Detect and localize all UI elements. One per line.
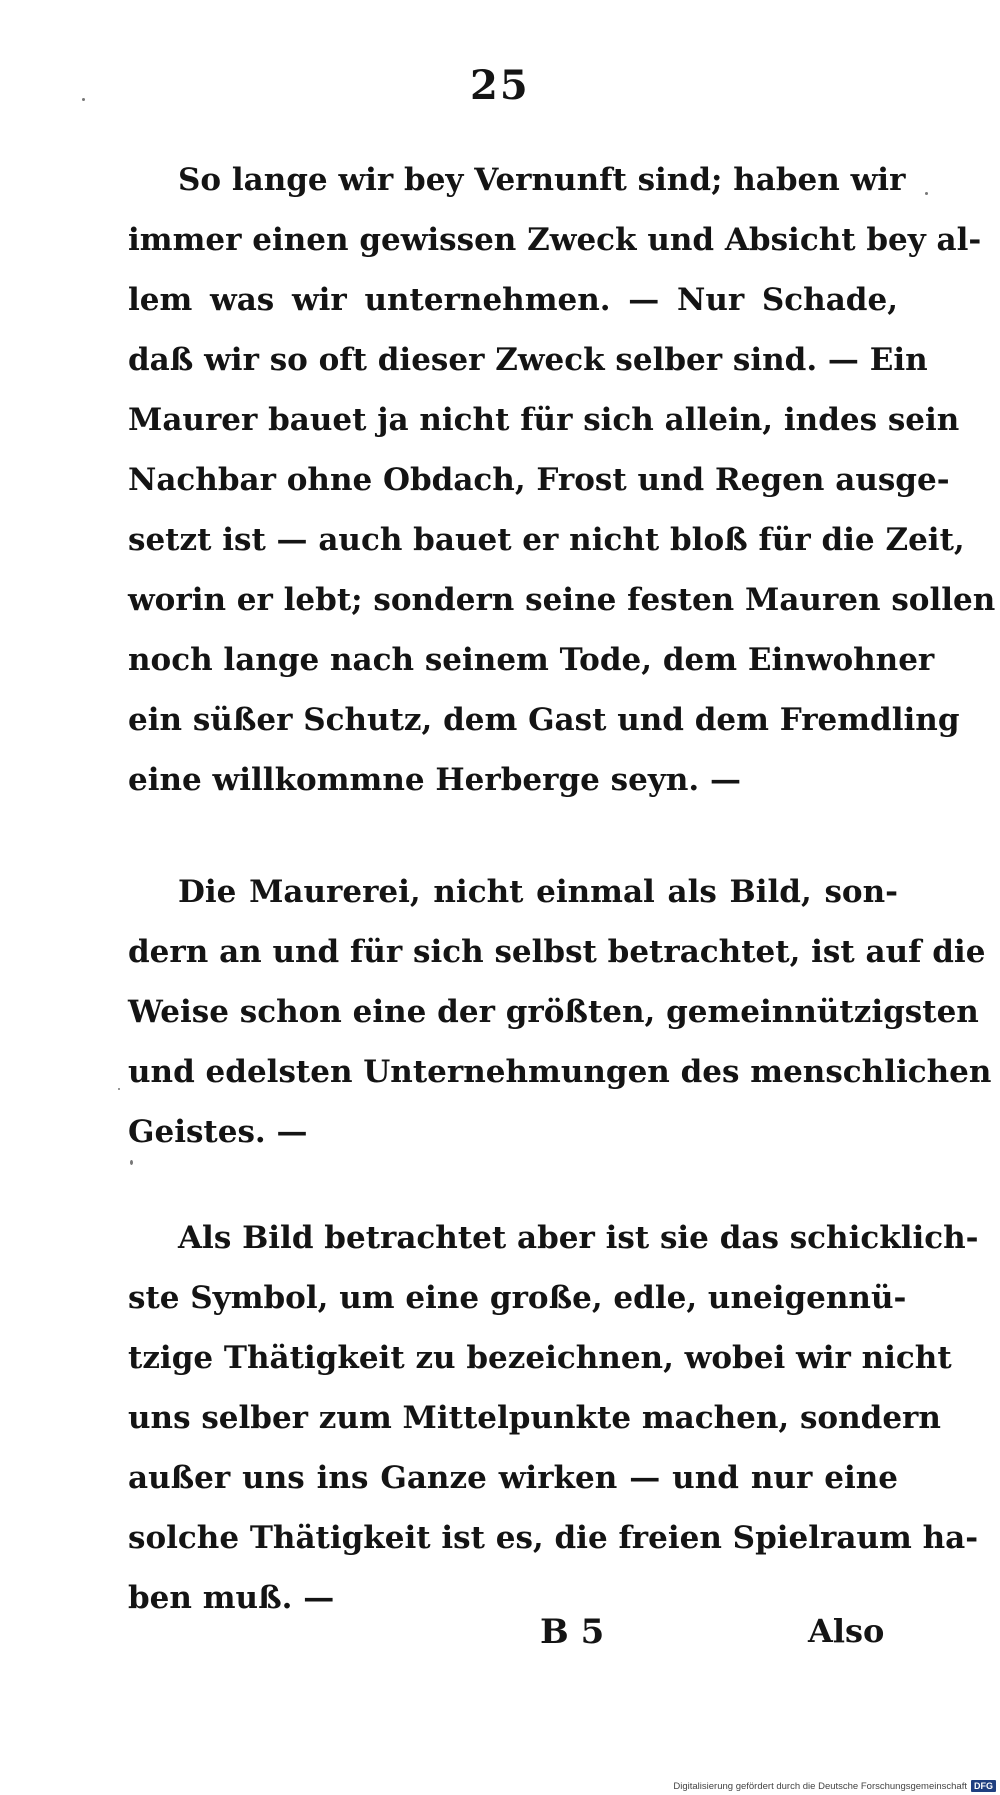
catchword: Also	[808, 1612, 885, 1650]
text-line: immer einen gewissen Zweck und Absicht bey al-	[128, 222, 982, 258]
page-footer-catchwords	[0, 1612, 1000, 1668]
scan-speck	[82, 98, 85, 101]
scan-speck	[130, 1160, 133, 1165]
paragraph-3	[128, 1208, 979, 1628]
paragraph-2	[128, 862, 992, 1162]
text-line: noch lange nach seinem Tode, dem Einwohner	[128, 642, 935, 678]
text-line: Als Bild betrachtet aber ist sie das schicklich-	[178, 1220, 979, 1256]
text-line: solche Thätigkeit ist es, die freien Spielraum ha-	[128, 1520, 979, 1556]
text-line: uns selber zum Mittelpunkte machen, sondern	[128, 1400, 941, 1436]
text-line: außer uns ins Ganze wirken — und nur eine	[128, 1460, 898, 1496]
text-line: So lange wir bey Vernunft sind; haben wir	[178, 162, 906, 198]
text-line: Geistes. —	[128, 1114, 308, 1150]
text-line: Maurer bauet ja nicht für sich allein, indes sein	[128, 402, 960, 438]
text-line: Nachbar ohne Obdach, Frost und Regen ausge-	[128, 462, 950, 498]
text-line: dern an und für sich selbst betrachtet, ist auf die	[128, 934, 986, 970]
text-line: worin er lebt; sondern seine festen Mauren sollen	[128, 582, 996, 618]
signature-mark: B 5	[540, 1612, 605, 1652]
text-line: Die Maurerei, nicht einmal als Bild, son-	[178, 874, 898, 910]
scan-speck	[118, 1088, 120, 1090]
text-line: Weise schon eine der größten, gemeinnützigsten	[128, 994, 979, 1030]
dfg-logo-icon: DFG	[971, 1780, 996, 1792]
text-line: lem was wir unternehmen. — Nur Schade,	[128, 282, 898, 318]
page-number: 25	[470, 62, 530, 109]
text-line: und edelsten Unternehmungen des menschlichen	[128, 1054, 992, 1090]
text-line: eine willkommne Herberge seyn. —	[128, 762, 741, 798]
text-line: setzt ist — auch bauet er nicht bloß für die Zeit,	[128, 522, 965, 558]
credit-text: Digitalisierung gefördert durch die Deutsche Forschungsgemeinschaft	[673, 1780, 967, 1792]
text-line: ste Symbol, um eine große, edle, uneigennü-	[128, 1280, 907, 1316]
text-line: daß wir so oft dieser Zweck selber sind. — Ein	[128, 342, 928, 378]
scan-speck	[925, 192, 928, 195]
paragraph-1	[128, 150, 996, 810]
text-line: ein süßer Schutz, dem Gast und dem Fremdling	[128, 702, 960, 738]
text-line: ben muß. —	[128, 1580, 335, 1616]
text-line: tzige Thätigkeit zu bezeichnen, wobei wir nicht	[128, 1340, 952, 1376]
digitization-credit	[667, 1778, 1000, 1795]
